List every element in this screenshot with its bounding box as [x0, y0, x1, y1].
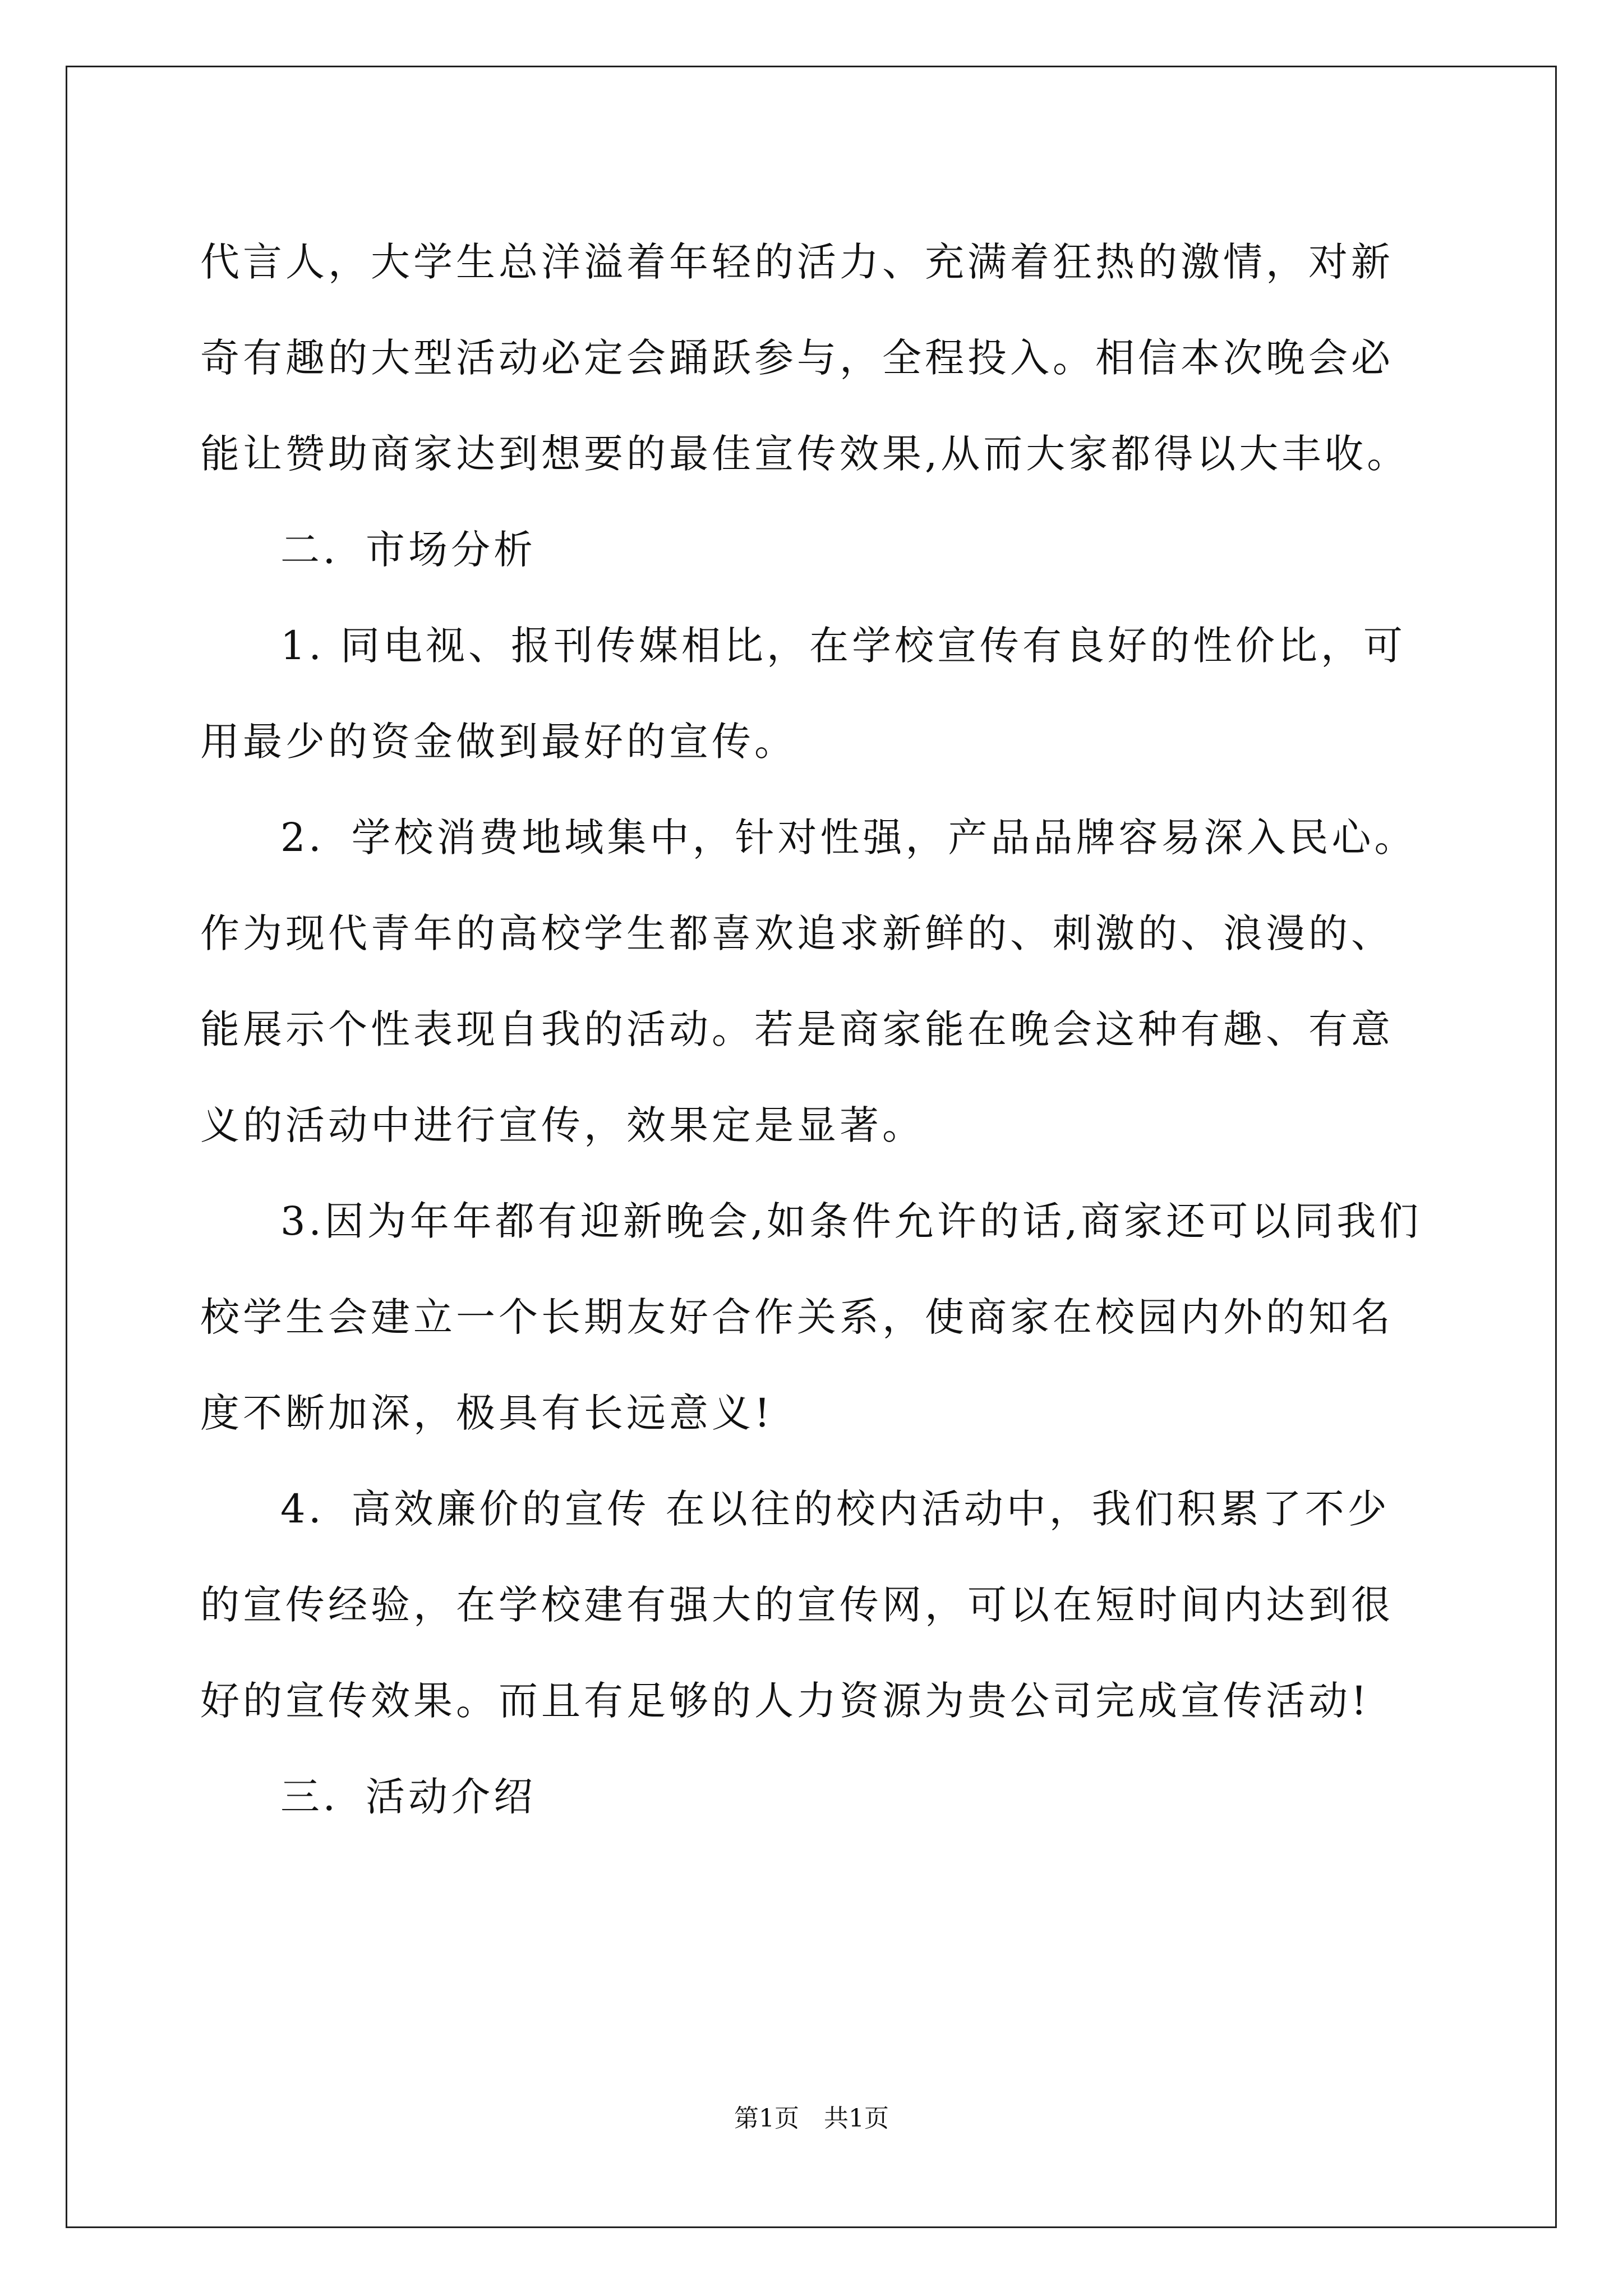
page-number: 第1页 共1页	[734, 2104, 889, 2133]
paragraph-continuation: 代言人，大学生总洋溢着年轻的活力、充满着狂热的激情，对新奇有趣的大型活动必定会踊跃参与，全程投入。相信本次晚会必能让赞助商家达到想要的最佳宣传效果,从而大家都得以大丰收。	[200, 239, 1410, 477]
paragraph-point-2: 2．学校消费地域集中，针对性强，产品品牌容易深入民心。作为现代青年的高校学生都喜欢追求新鲜的、刺激的、浪漫的、能展示个性表现自我的活动。若是商家能在晚会这种有趣、有意义的活动中进行宣传，效果定是显著。	[200, 815, 1417, 1148]
paragraph-point-4: 4．高效廉价的宣传 在以往的校内活动中，我们积累了不少的宣传经验，在学校建有强大的宣传网，可以在短时间内达到很好的宣传效果。而且有足够的人力资源为贵公司完成宣传活动!	[200, 1486, 1394, 1724]
section-heading-activity-intro: 三．活动介绍	[280, 1774, 536, 1820]
paragraph-point-3: 3.因为年年都有迎新晚会,如条件允许的话,商家还可以同我们校学生会建立一个长期友好合作关系，使商家在校园内外的知名度不断加深，极具有长远意义!	[200, 1198, 1422, 1436]
document-body	[200, 214, 1428, 1845]
section-heading-market-analysis: 二．市场分析	[280, 527, 536, 573]
paragraph-point-1: 1. 同电视、报刊传媒相比，在学校宣传有良好的性价比，可用最少的资金做到最好的宣传。	[200, 623, 1407, 765]
